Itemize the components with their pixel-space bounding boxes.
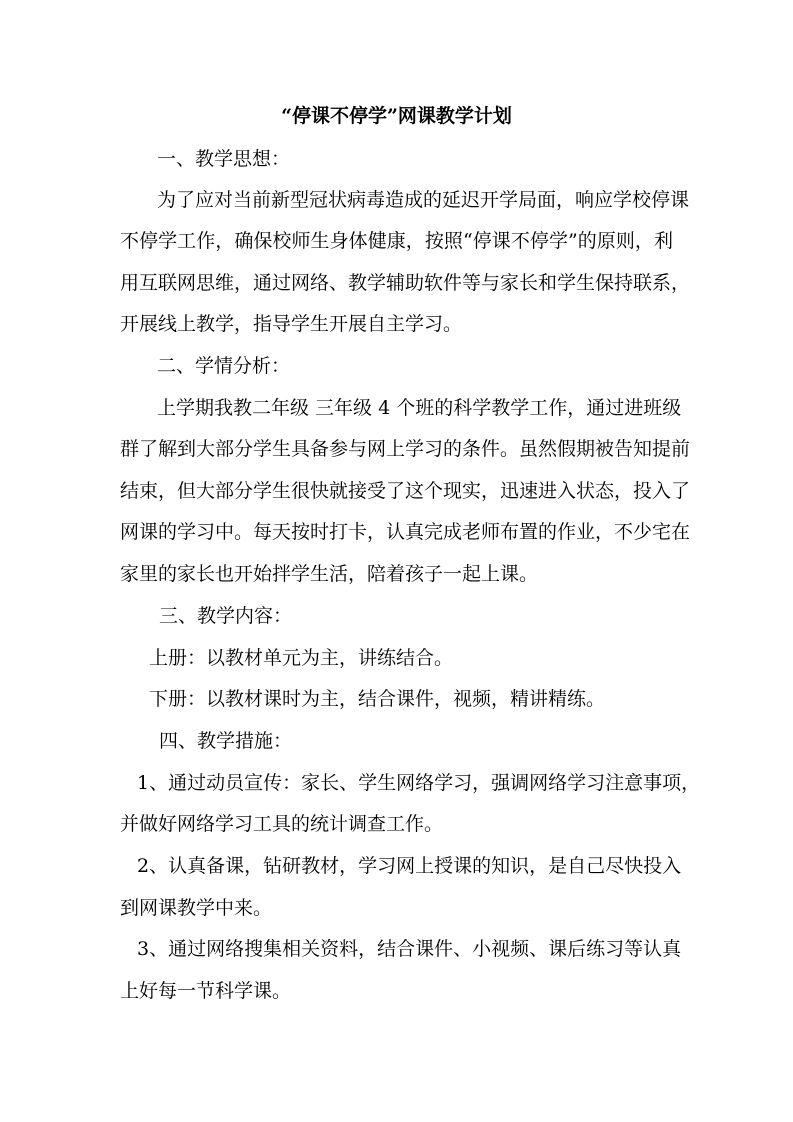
paragraph-line: 不停学工作，确保校师生身体健康，按照“停课不停学”的原则，利 [120,230,673,252]
measure-item-3: 3、通过网络搜集相关资料，结合课件、小视频、课后练习等认真 [137,938,682,960]
content-item-volume-one: 上册：以教材单元为主，讲练结合。 [149,647,454,669]
document-title: “停课不停学”网课教学计划 [281,105,512,127]
section-heading-learning-analysis: 二、学情分析： [157,355,291,377]
paragraph-line: 网课的学习中。每天按时打卡，认真完成老师布置的作业，不少宅在 [120,521,691,543]
measure-item-1-continued: 并做好网络学习工具的统计调查工作。 [120,813,444,835]
measure-item-2: 2、认真备课，钻研教材，学习网上授课的知识，是自己尽快投入 [137,855,682,877]
content-item-volume-two: 下册：以教材课时为主，结合课件，视频，精讲精练。 [149,688,606,710]
paragraph-line: 用互联网思维，通过网络、教学辅助软件等与家长和学生保持联系， [120,272,691,294]
paragraph-line: 群了解到大部分学生具备参与网上学习的条件。虽然假期被告知提前 [120,438,691,460]
section-heading-teaching-philosophy: 一、教学思想： [157,148,291,170]
section-heading-teaching-measures: 四、教学措施： [159,730,293,752]
paragraph-line: 家里的家长也开始拌学生活，陪着孩子一起上课。 [120,563,539,585]
paragraph-line: 结束，但大部分学生很快就接受了这个现实，迅速进入状态，投入了 [120,480,691,502]
paragraph-line: 上学期我教二年级 三年级 4 个班的科学教学工作，通过进班级 [157,397,682,419]
paragraph-line: 为了应对当前新型冠状病毒造成的延迟开学局面，响应学校停课 [157,189,690,211]
section-heading-teaching-content: 三、教学内容： [159,605,293,627]
measure-item-3-continued: 上好每一节科学课。 [120,980,292,1002]
paragraph-line: 开展线上教学，指导学生开展自主学习。 [120,313,463,335]
measure-item-2-continued: 到网课教学中来。 [120,897,273,919]
measure-item-1: 1、通过动员宣传：家长、学生网络学习，强调网络学习注意事项， [137,772,701,794]
